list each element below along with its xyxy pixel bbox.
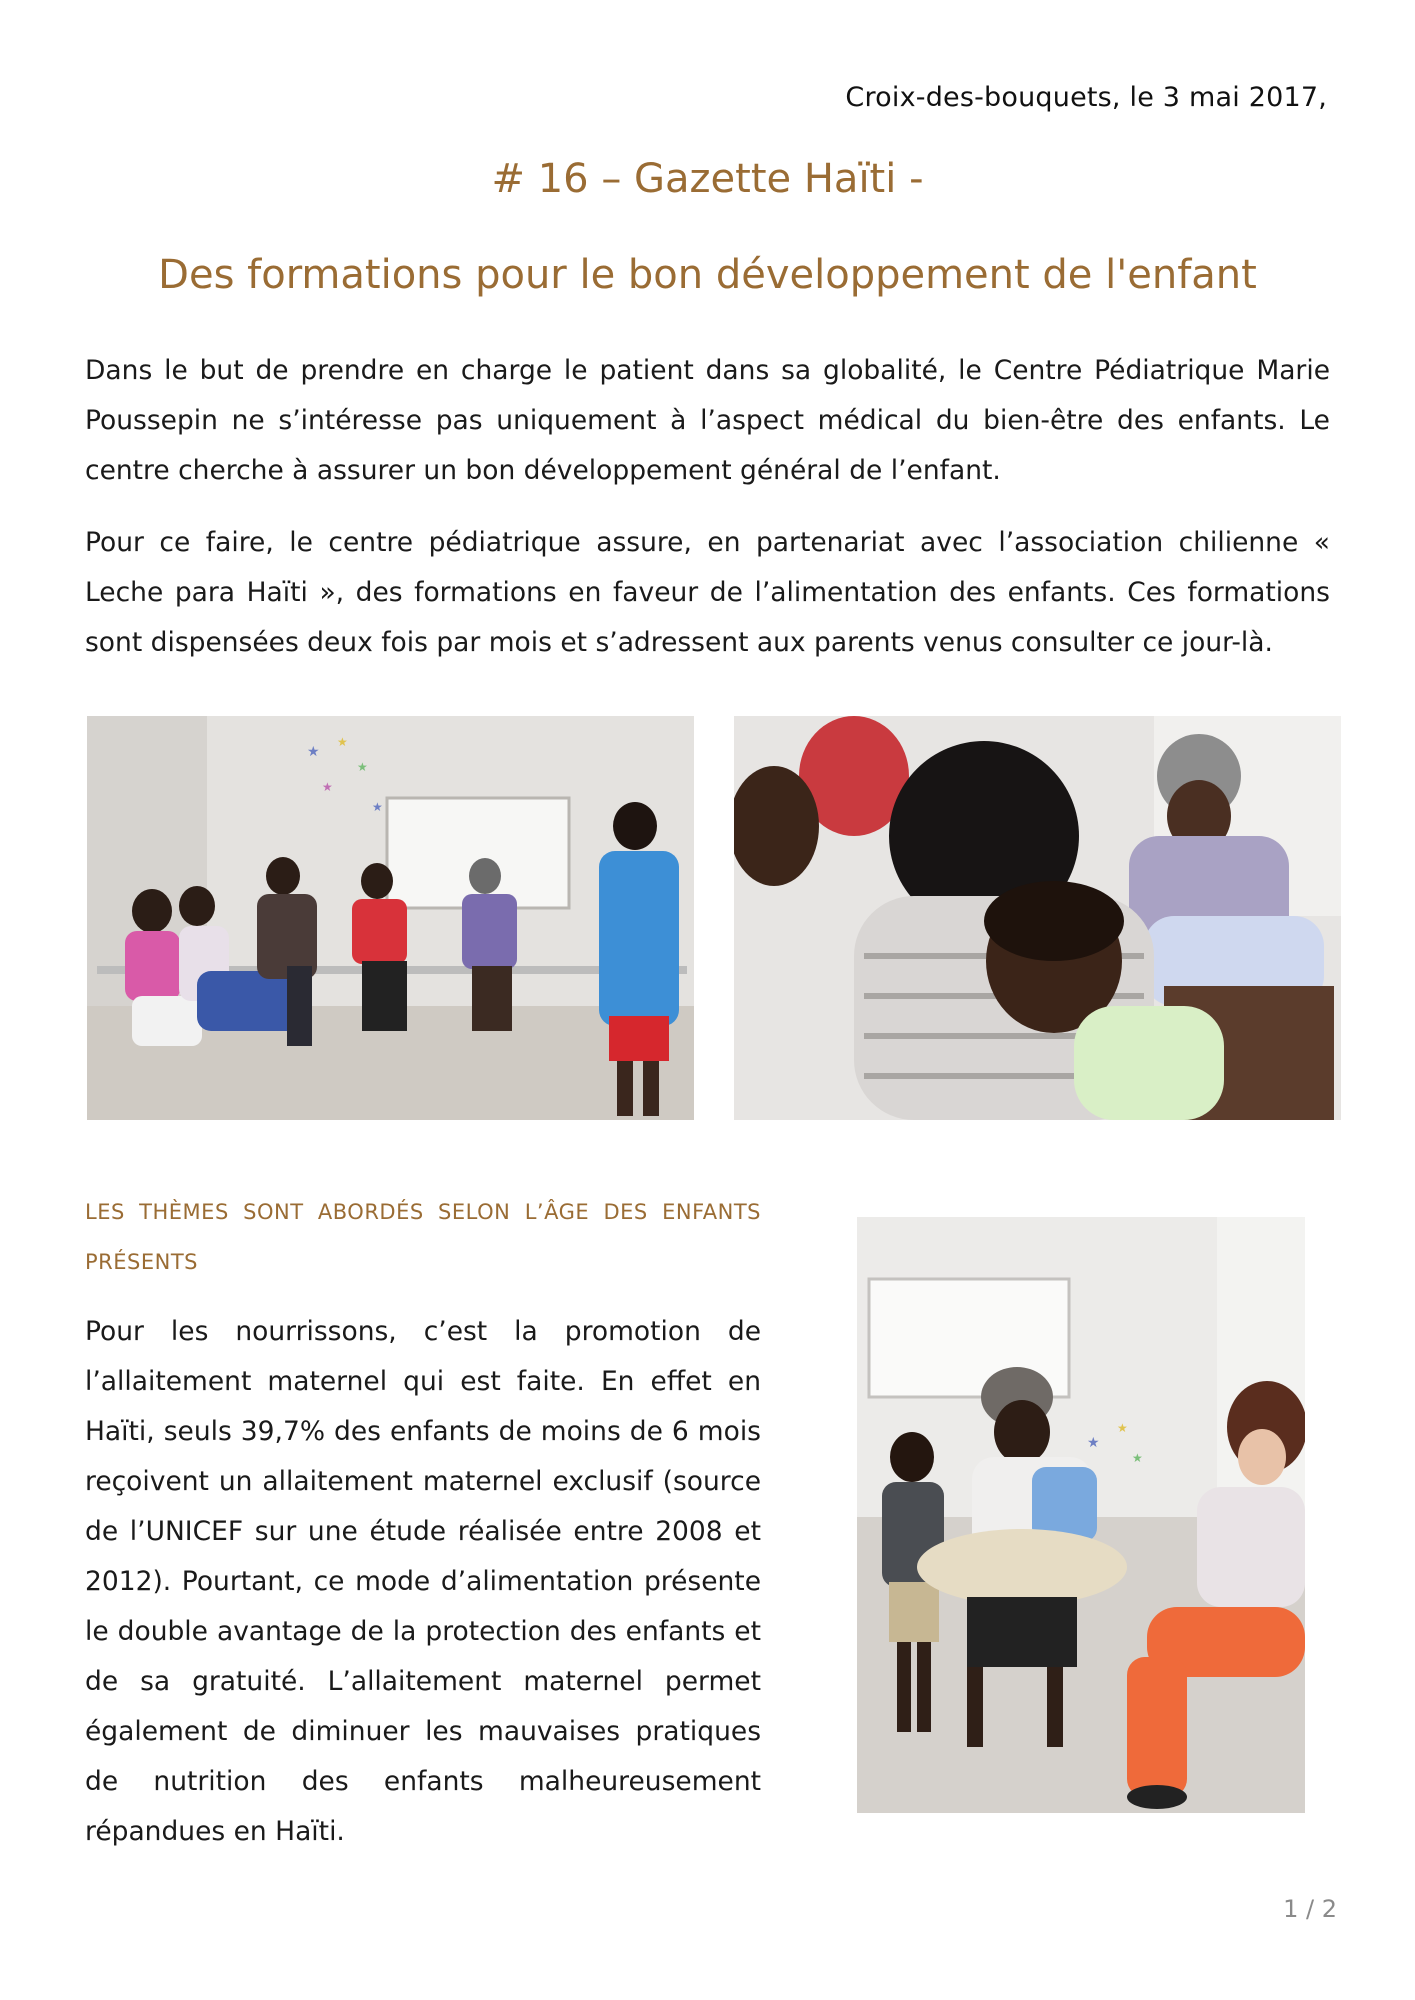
page-number: 1 / 2 <box>1283 1895 1337 1923</box>
gazette-title: # 16 – Gazette Haïti - <box>491 156 924 202</box>
svg-text:★: ★ <box>322 780 333 794</box>
dateline: Croix-des-bouquets, le 3 mai 2017, <box>845 82 1327 113</box>
svg-text:★: ★ <box>337 735 348 749</box>
svg-text:★: ★ <box>1087 1435 1100 1451</box>
photo-training-session <box>87 716 694 1120</box>
partnership-paragraph: Pour ce faire, le centre pédiatrique assure, en partenariat avec l’association chilienne « Leche para Haïti », des formations en faveur de l’alimentation des enfants. Ces formations sont dispensées deux fois par mois et s’adressent aux parents venus consulter ce jour-là. <box>85 527 1330 658</box>
breastfeeding-paragraph: Pour les nourrissons, c’est la promotion de l’allaitement maternel qui est faite. En effet en Haïti, seuls 39,7% des enfants de moins de 6 mois reçoivent un allaitement maternel exclusif (source de l’UNICEF sur une étude réalisée entre 2008 et 2012). Pourtant, ce mode d’alimentation présente le double avantage de la protection des enfants et de sa gratuité. L’allaitement maternel permet également de diminuer les mauvaises pratiques de nutrition des enfants malheureusement répandues en Haïti. <box>85 1316 761 1847</box>
svg-text:★: ★ <box>307 744 320 760</box>
section-heading: LES THÈMES SONT ABORDÉS SELON L’ÂGE DES ENFANTS PRÉSENTS <box>85 1200 761 1274</box>
intro-paragraph: Dans le but de prendre en charge le patient dans sa globalité, le Centre Pédiatrique Marie Poussepin ne s’intéresse pas uniquement à l’aspect médical du bien-être des enfants. Le centre cherche à assurer un bon développement général de l’enfant. <box>85 355 1330 486</box>
svg-text:★: ★ <box>1132 1451 1143 1465</box>
page-title: Des formations pour le bon développement de l'enfant <box>158 252 1257 298</box>
svg-text:★: ★ <box>357 760 368 774</box>
photo-mother-and-baby <box>734 716 1341 1120</box>
svg-text:★: ★ <box>372 800 383 814</box>
svg-text:★: ★ <box>1117 1421 1128 1435</box>
photo-breastfeeding-demo <box>857 1217 1305 1813</box>
